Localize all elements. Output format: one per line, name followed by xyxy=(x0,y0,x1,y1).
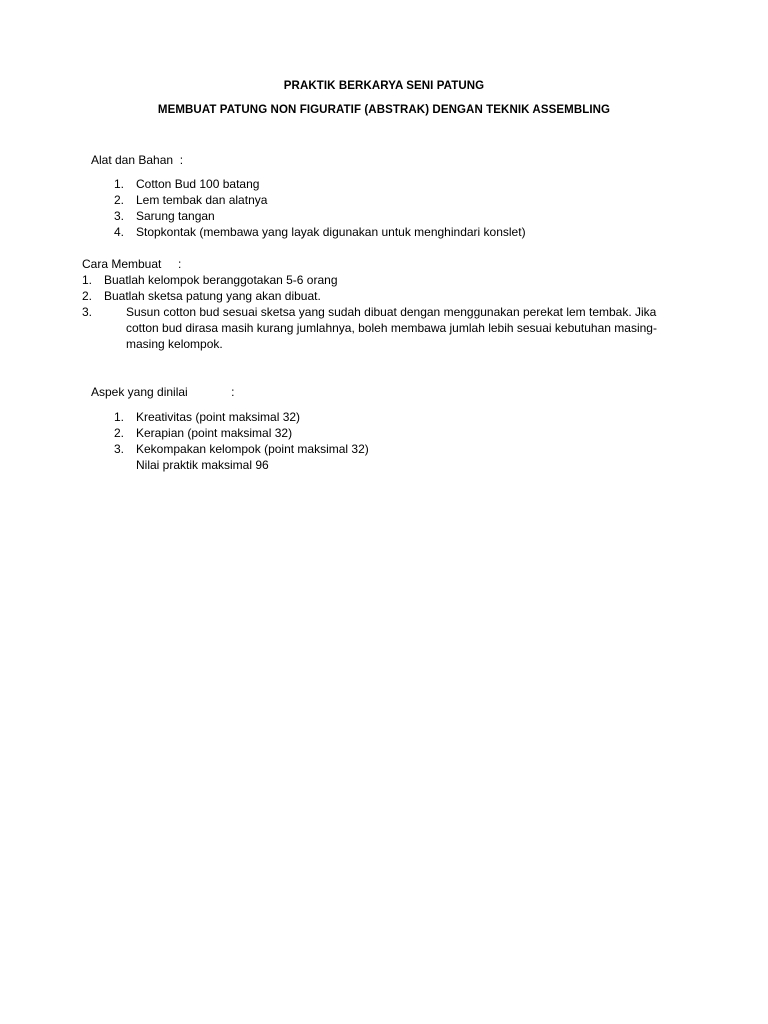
document-subtitle: MEMBUAT PATUNG NON FIGURATIF (ABSTRAK) DENGAN TEKNIK ASSEMBLING xyxy=(157,104,611,116)
list-item-text: Susun cotton bud sesuai sketsa yang sudah dibuat dengan menggunakan perekat lem tembak. Jika cotton bud dirasa masih kurang jumlahnya, boleh membawa jumlah lebih sesuai kebutuhan masing-masing kelompok. xyxy=(126,305,657,351)
cara-membuat-label: Cara Membuat : xyxy=(82,257,182,271)
list-item-number: 2. xyxy=(82,289,93,303)
list-item-number: 1. xyxy=(114,177,125,191)
cara-membuat-list xyxy=(82,272,682,352)
alat-bahan-label: Alat dan Bahan : xyxy=(91,153,184,167)
list-item xyxy=(114,176,614,192)
list-item-text: Lem tembak dan alatnya xyxy=(136,193,268,207)
list-item-number: 3. xyxy=(82,305,93,319)
list-item-text: Cotton Bud 100 batang xyxy=(136,177,260,191)
list-item-text: Kreativitas (point maksimal 32) xyxy=(136,410,301,424)
list-item-number: 2. xyxy=(114,426,125,440)
list-item-text: Kekompakan kelompok (point maksimal 32) xyxy=(136,442,369,456)
list-item xyxy=(114,409,514,425)
list-item xyxy=(82,288,682,304)
list-item-text: Buatlah sketsa patung yang akan dibuat. xyxy=(104,289,321,303)
list-item xyxy=(82,272,682,288)
list-item-text: Buatlah kelompok beranggotakan 5-6 orang xyxy=(104,273,338,287)
alat-bahan-list xyxy=(114,176,614,240)
list-item xyxy=(114,208,614,224)
list-item xyxy=(82,304,682,352)
list-item-number: 2. xyxy=(114,193,125,207)
list-item xyxy=(114,441,514,457)
list-item-text: Sarung tangan xyxy=(136,209,215,223)
list-item-number: 1. xyxy=(114,410,125,424)
list-item-number: 3. xyxy=(114,209,125,223)
list-item xyxy=(114,425,514,441)
list-item-text: Kerapian (point maksimal 32) xyxy=(136,426,293,440)
aspek-dinilai-list xyxy=(114,409,514,457)
aspek-dinilai-label: Aspek yang dinilai : xyxy=(91,385,235,399)
list-item-number: 1. xyxy=(82,273,93,287)
list-item xyxy=(114,192,614,208)
document-title: PRAKTIK BERKARYA SENI PATUNG xyxy=(283,80,485,92)
list-item-number: 4. xyxy=(114,225,125,239)
nilai-total-text: Nilai praktik maksimal 96 xyxy=(136,458,269,472)
list-item-text: Stopkontak (membawa yang layak digunakan untuk menghindari konslet) xyxy=(136,225,526,239)
list-item-number: 3. xyxy=(114,442,125,456)
list-item xyxy=(114,224,614,240)
